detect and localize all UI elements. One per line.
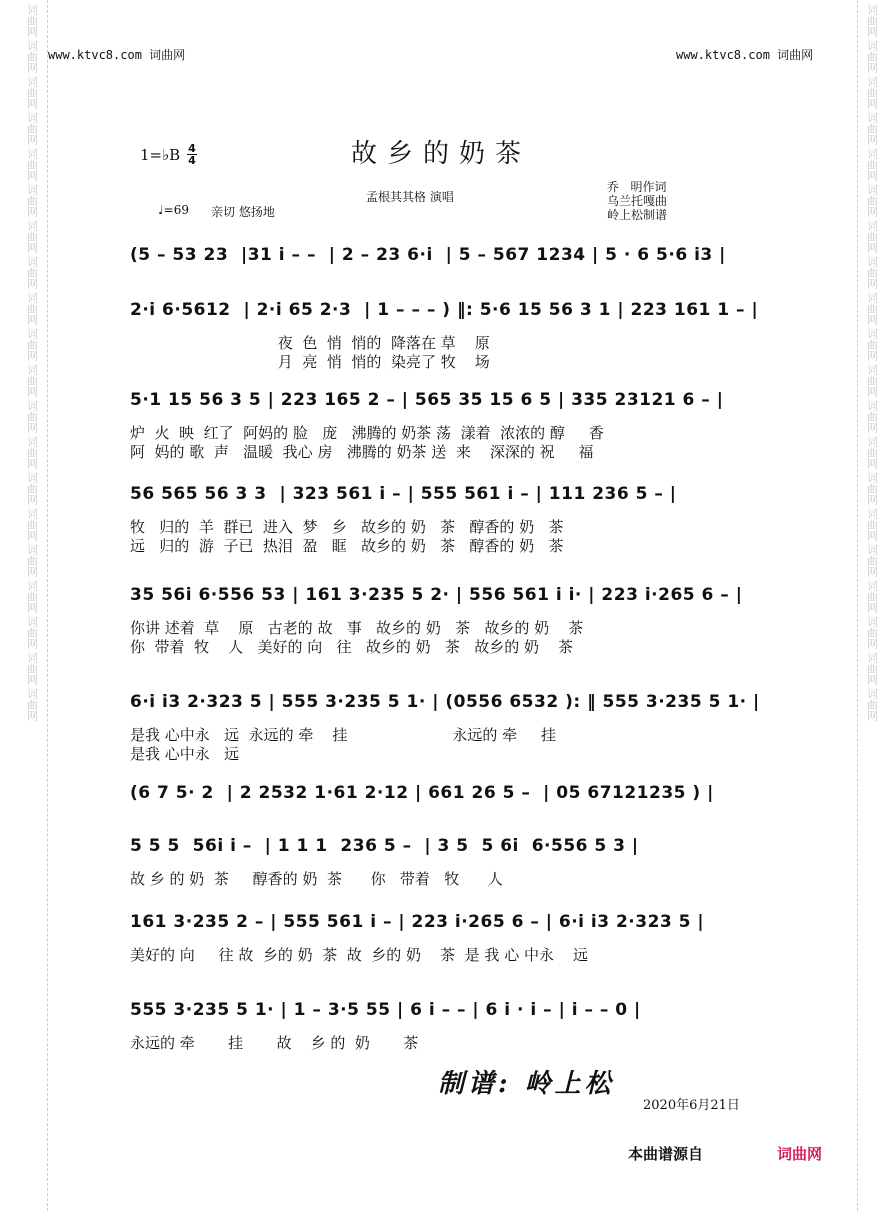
- left-margin-line: [47, 0, 48, 1211]
- meter-bottom: 4: [188, 154, 196, 167]
- notation-line: (5 – 53 23 |31 i – – | 2 – 23 6·i | 5 – 567 1234 | 5 · 6 5·6 i3 |: [130, 245, 726, 265]
- right-watermark-column: [864, 0, 880, 1215]
- watermark-text: 词曲网: [25, 688, 39, 721]
- watermark-text: 词曲网: [25, 328, 39, 361]
- performer: 孟根其其格 演唱: [366, 190, 454, 204]
- lyric-line: 牧 归的 羊 群已 进入 梦 乡 故乡的 奶 茶 醇香的 奶 茶: [130, 518, 564, 536]
- site-url-left: www.ktvc8.com 词曲网: [48, 48, 186, 62]
- watermark-text: 词曲网: [25, 292, 39, 325]
- watermark-text: 词曲网: [865, 616, 879, 649]
- watermark-text: 词曲网: [865, 292, 879, 325]
- meter-top: 4: [188, 142, 196, 155]
- lyric-line: 故 乡 的 奶 茶 醇香的 奶 茶 你 带着 牧 人: [130, 870, 503, 888]
- lyric-line: 永远的 牵 挂 故 乡 的 奶 茶: [130, 1034, 419, 1052]
- watermark-text: 词曲网: [25, 580, 39, 613]
- source-brand: 词曲网: [777, 1145, 823, 1163]
- watermark-text: 词曲网: [865, 472, 879, 505]
- watermark-text: 词曲网: [865, 256, 879, 289]
- key-signature: 1=♭B: [140, 146, 181, 164]
- expression: 亲切 悠扬地: [211, 205, 275, 219]
- watermark-text: 词曲网: [25, 544, 39, 577]
- lyric-line: 是我 心中永 远 永远的 牵 挂 永远的 牵 挂: [130, 726, 556, 744]
- tempo: ♩=69: [158, 203, 189, 217]
- lyric-line: 是我 心中永 远: [130, 745, 240, 763]
- lyric-line: 美好的 向 往 故 乡的 奶 茶 故 乡的 奶 茶 是 我 心 中永 远: [130, 946, 589, 964]
- notation-line: 5 5 5 56i i – | 1 1 1 236 5 – | 3 5 5 6i 6·556 5 3 |: [130, 836, 639, 856]
- watermark-text: 词曲网: [865, 76, 879, 109]
- watermark-text: 词曲网: [865, 364, 879, 397]
- watermark-text: 词曲网: [865, 184, 879, 217]
- notation-line: 161 3·235 2 – | 555 561 i – | 223 i·265 6 – | 6·i i3 2·323 5 |: [130, 912, 705, 932]
- watermark-text: 词曲网: [25, 472, 39, 505]
- watermark-text: 词曲网: [865, 220, 879, 253]
- signature: 制谱: 岭上松: [438, 1069, 615, 1099]
- lyric-line: 夜 色 悄 悄的 降落在 草 原: [130, 334, 490, 352]
- lyric-line: 你 带着 牧 人 美好的 向 往 故乡的 奶 茶 故乡的 奶 茶: [130, 638, 574, 656]
- left-watermark-column: [24, 0, 40, 1215]
- watermark-text: 词曲网: [25, 112, 39, 145]
- lyric-line: 阿 妈的 歌 声 温暖 我心 房 沸腾的 奶茶 送 来 深深的 祝 福: [130, 443, 594, 461]
- watermark-text: 词曲网: [865, 688, 879, 721]
- notation-line: 56 565 56 3 3 | 323 561 i – | 555 561 i – | 111 236 5 – |: [130, 484, 677, 504]
- source-label: 本曲谱源自: [628, 1145, 704, 1163]
- notation-line: (6 7 5· 2 | 2 2532 1·61 2·12 | 661 26 5 – | 05 67121235 ) |: [130, 783, 714, 803]
- watermark-text: 词曲网: [25, 364, 39, 397]
- watermark-text: 词曲网: [25, 220, 39, 253]
- date: 2020年6月21日: [643, 1098, 740, 1113]
- watermark-text: 词曲网: [865, 112, 879, 145]
- credits: [607, 180, 667, 222]
- watermark-text: 词曲网: [25, 256, 39, 289]
- lyricist: 乔 明作词: [607, 180, 667, 194]
- notation-line: 5·1 15 56 3 5 | 223 165 2 – | 565 35 15 6 5 | 335 23121 6 – |: [130, 390, 724, 410]
- watermark-text: 词曲网: [865, 580, 879, 613]
- watermark-text: 词曲网: [865, 436, 879, 469]
- watermark-text: 词曲网: [25, 652, 39, 685]
- watermark-text: 词曲网: [865, 400, 879, 433]
- composer: 乌兰托嘎曲: [607, 194, 668, 208]
- watermark-text: 词曲网: [25, 76, 39, 109]
- song-title: 故乡的奶茶: [350, 139, 531, 169]
- notation-line: 2·i 6·5612 | 2·i 65 2·3 | 1 – – – ) ‖: 5·6 15 56 3 1 | 223 161 1 – |: [130, 300, 759, 320]
- watermark-text: 词曲网: [25, 400, 39, 433]
- watermark-text: 词曲网: [865, 508, 879, 541]
- watermark-text: 词曲网: [865, 328, 879, 361]
- lyric-line: 炉 火 映 红了 阿妈的 脸 庞 沸腾的 奶茶 荡 漾着 浓浓的 醇 香: [130, 424, 604, 442]
- watermark-text: 词曲网: [25, 40, 39, 73]
- watermark-text: 词曲网: [25, 508, 39, 541]
- watermark-text: 词曲网: [25, 184, 39, 217]
- watermark-text: 词曲网: [865, 652, 879, 685]
- watermark-text: 词曲网: [25, 436, 39, 469]
- lyric-line: 远 归的 游 子已 热泪 盈 眶 故乡的 奶 茶 醇香的 奶 茶: [130, 537, 564, 555]
- lyric-line: 你讲 述着 草 原 古老的 故 事 故乡的 奶 茶 故乡的 奶 茶: [130, 619, 584, 637]
- watermark-text: 词曲网: [865, 4, 879, 37]
- site-url-right: www.ktvc8.com 词曲网: [676, 48, 814, 62]
- right-margin-line: [857, 0, 858, 1211]
- watermark-text: 词曲网: [25, 148, 39, 181]
- watermark-text: 词曲网: [865, 40, 879, 73]
- transcriber: 岭上松制谱: [607, 208, 668, 222]
- watermark-text: 词曲网: [865, 148, 879, 181]
- lyric-line: 月 亮 悄 悄的 染亮了 牧 场: [130, 353, 490, 371]
- watermark-text: 词曲网: [25, 616, 39, 649]
- notation-line: 555 3·235 5 1· | 1 – 3·5 55 | 6 i – – | 6 i · i – | i – – 0 |: [130, 1000, 641, 1020]
- watermark-text: 词曲网: [25, 4, 39, 37]
- notation-line: 35 56i 6·556 53 | 161 3·235 5 2· | 556 561 i i· | 223 i·265 6 – |: [130, 585, 743, 605]
- watermark-text: 词曲网: [865, 544, 879, 577]
- notation-line: 6·i i3 2·323 5 | 555 3·235 5 1· | (0556 6532 ): ‖ 555 3·235 5 1· |: [130, 692, 760, 712]
